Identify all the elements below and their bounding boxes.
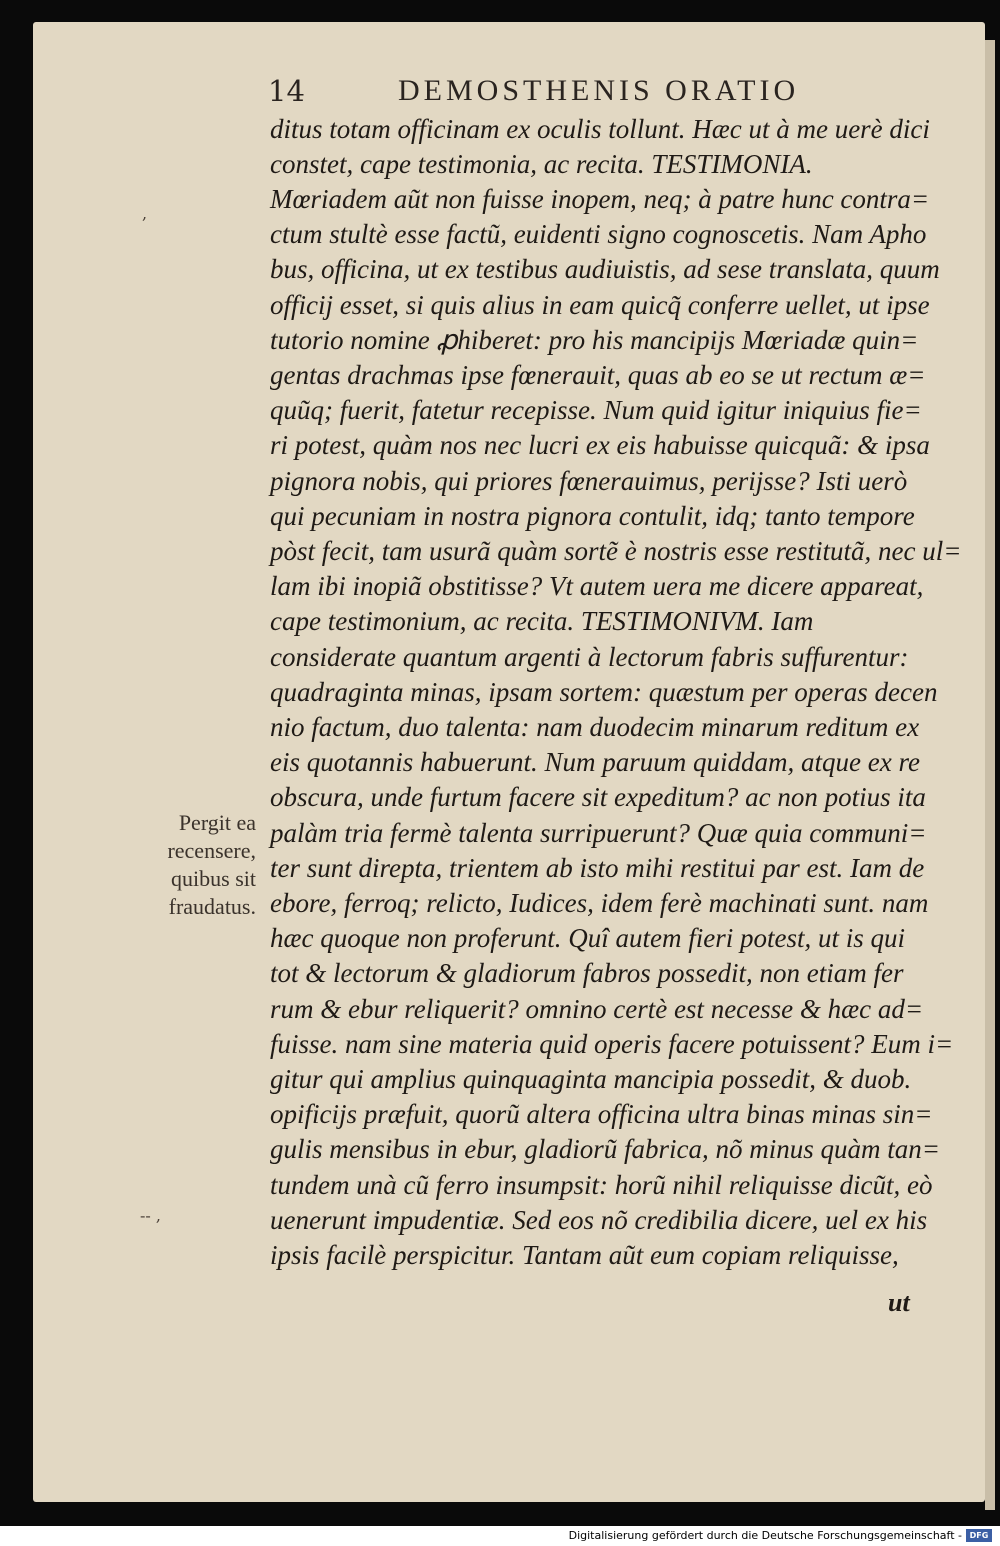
marginal-note-line: Pergit ea	[178, 810, 256, 835]
text-line: constet, cape testimonia, ac recita. TESTIMONIA.	[270, 149, 813, 179]
text-line: quũq; fuerit, fatetur recepisse. Num quid igitur iniquius fie=	[270, 395, 922, 425]
text-line: rum & ebur reliquerit? omnino certè est necesse & hæc ad=	[270, 994, 924, 1024]
text-line: uenerunt impudentiæ. Sed eos nõ credibilia dicere, uel ex his	[270, 1205, 928, 1235]
text-line: hæc quoque non proferunt. Quî autem fieri potest, ut is qui	[270, 923, 905, 953]
text-line: nio factum, duo talenta: nam duodecim minarum reditum ex	[270, 712, 920, 742]
text-line: pignora nobis, qui priores fœnerauimus, perijsse? Isti uerò	[270, 466, 908, 496]
text-line: bus, officina, ut ex testibus audiuistis, ad sese translata, quum	[270, 254, 940, 284]
marginal-note-line: fraudatus.	[168, 894, 256, 919]
text-line: ter sunt direpta, trientem ab isto mihi restitui par est. Iam de	[270, 853, 925, 883]
text-line: cape testimonium, ac recita. TESTIMONIVM. Iam	[270, 606, 814, 636]
text-line: gulis mensibus in ebur, gladiorũ fabrica, nõ minus quàm tan=	[270, 1134, 940, 1164]
text-line: tutorio nomine ꝓhiberet: pro his mancipijs Mœriadæ quin=	[270, 325, 919, 355]
text-line: pòst fecit, tam usurã quàm sortẽ è nostris esse restitutã, nec ul=	[270, 536, 962, 566]
text-line: ditus totam officinam ex oculis tollunt. Hæc ut à me uerè dici	[270, 114, 930, 144]
ink-speck: -- ,	[140, 1206, 161, 1225]
text-line: gentas drachmas ipse fœnerauit, quas ab eo se ut rectum æ=	[270, 360, 926, 390]
dfg-logo: DFG	[966, 1529, 992, 1542]
footer-credit: Digitalisierung gefördert durch die Deutsche Forschungsgemeinschaft -	[568, 1529, 962, 1542]
text-line: quadraginta minas, ipsam sortem: quæstum per operas decen	[270, 677, 938, 707]
text-line: considerate quantum argenti à lectorum fabris suffurentur:	[270, 642, 909, 672]
running-title: DEMOSTHENIS ORATIO	[398, 74, 800, 107]
text-line: obscura, unde furtum facere sit expeditum? ac non potius ita	[270, 782, 926, 812]
text-line: ebore, ferroq; relicto, Iudices, idem ferè machinati sunt. nam	[270, 888, 929, 918]
text-line: eis quotannis habuerunt. Num paruum quiddam, atque ex re	[270, 747, 920, 777]
text-line: lam ibi inopiã obstitisse? Vt autem uera me dicere appareat,	[270, 571, 924, 601]
catchword: ut	[888, 1288, 910, 1317]
marginal-note-line: quibus sit	[171, 866, 256, 891]
text-line: tot & lectorum & gladiorum fabros possedit, non etiam fer	[270, 958, 904, 988]
text-line: fuisse. nam sine materia quid operis facere potuissent? Eum i=	[270, 1029, 954, 1059]
marginal-note-line: recensere,	[167, 838, 256, 863]
digitization-footer	[0, 1526, 1000, 1546]
ink-speck: ,	[142, 204, 148, 223]
text-line: tundem unà cũ ferro insumpsit: horũ nihil reliquisse dicũt, eò	[270, 1170, 933, 1200]
text-line: qui pecuniam in nostra pignora contulit, idq; tanto tempore	[270, 501, 915, 531]
page-number: 14	[268, 74, 305, 108]
page-edge	[985, 40, 995, 1510]
text-line: ipsis facilè perspicitur. Tantam aũt eum copiam reliquisse,	[270, 1240, 899, 1270]
text-line: Mœriadem aũt non fuisse inopem, neq; à patre hunc contra=	[270, 184, 930, 214]
text-line: gitur qui amplius quinquaginta mancipia possedit, & duob.	[270, 1064, 912, 1094]
text-line: officij esset, si quis alius in eam quicq̃ conferre uellet, ut ipse	[270, 290, 930, 320]
page-header	[268, 74, 908, 114]
text-line: ctum stultè esse factũ, euidenti signo cognoscetis. Nam Apho	[270, 219, 927, 249]
text-line: palàm tria fermè talenta surripuerunt? Quæ quia communi=	[270, 818, 927, 848]
text-line: opificijs præfuit, quorũ altera officina ultra binas minas sin=	[270, 1099, 933, 1129]
text-line: ri potest, quàm nos nec lucri ex eis habuisse quicquã: & ipsa	[270, 430, 930, 460]
